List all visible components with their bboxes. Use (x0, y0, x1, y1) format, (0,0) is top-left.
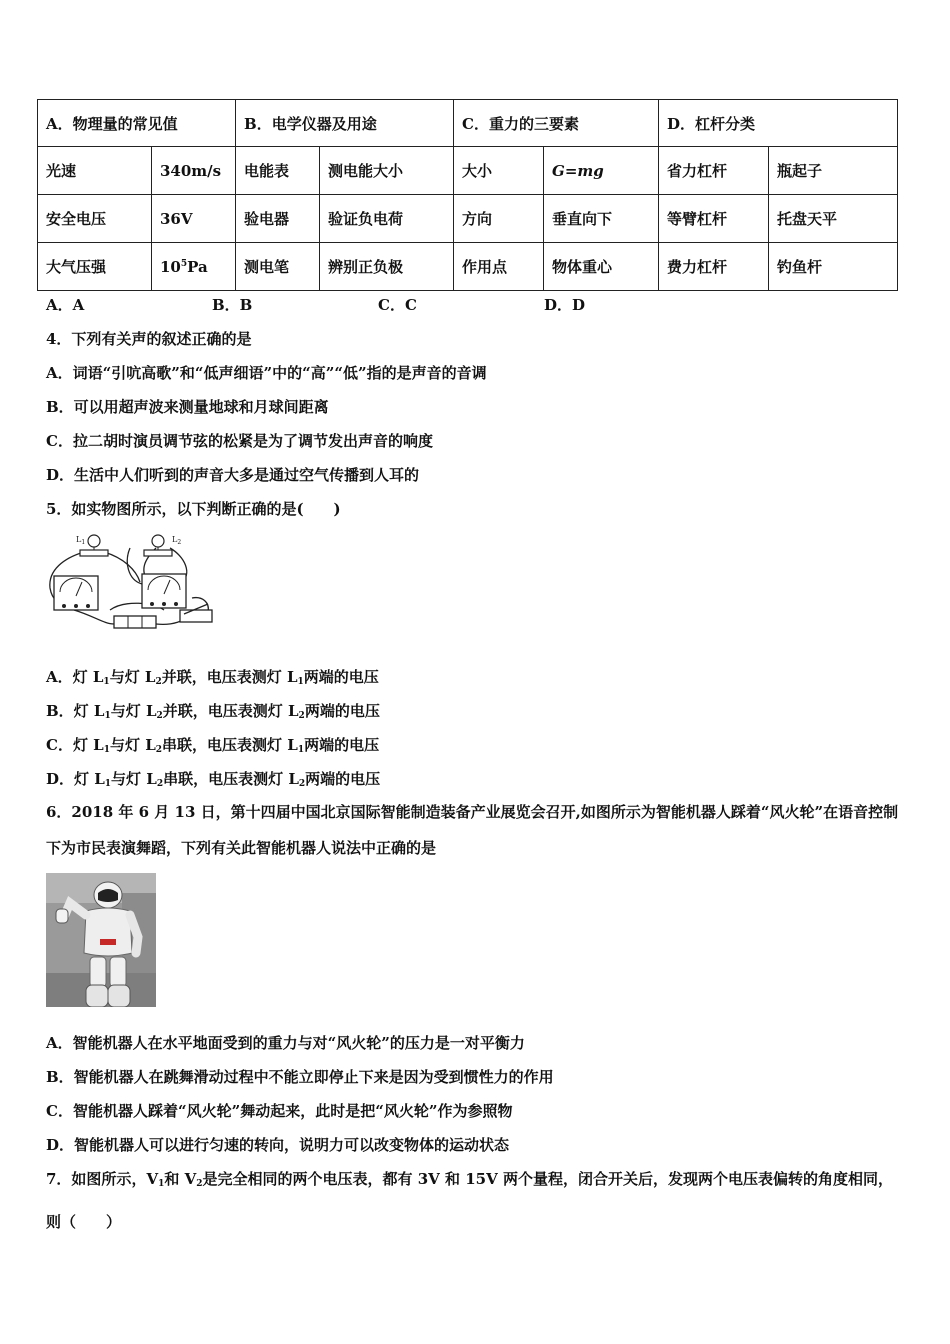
header-a: A．物理量的常见值 (38, 100, 236, 147)
q4-option-c[interactable]: C．拉二胡时演员调节弦的松紧是为了调节发出声音的响度 (46, 432, 433, 450)
table-cell: 钓鱼杆 (769, 243, 898, 291)
comparison-table (37, 99, 898, 291)
q5-option-a[interactable]: A．灯 $L_1$与灯 $L_2$并联，电压表测灯 $L_1$两端的电压 (46, 668, 379, 687)
table-cell: 36V (152, 195, 236, 243)
table-header-row (38, 100, 898, 147)
table-row (38, 243, 898, 291)
q4-stem: 4．下列有关声的叙述正确的是 (46, 330, 252, 348)
lamp-l2 (144, 535, 172, 556)
q6-option-a[interactable]: A．智能机器人在水平地面受到的重力与对“风火轮”的压力是一对平衡力 (46, 1034, 525, 1052)
q7-stem: 7．如图所示，$V_1$和 $V_2$是完全相同的两个电压表，都有 3V 和 15V 两个量程，闭合开关后，发现两个电压表偏转的角度相同，则（ ） (46, 1170, 893, 1231)
table-cell: 验电器 (236, 195, 320, 243)
table-cell: 方向 (454, 195, 544, 243)
header-d: D．杠杆分类 (659, 100, 898, 147)
q6-option-d[interactable]: D．智能机器人可以进行匀速的转向，说明力可以改变物体的运动状态 (46, 1136, 510, 1154)
q5-option-d[interactable]: D．灯 $L_1$与灯 $L_2$串联，电压表测灯 $L_2$两端的电压 (46, 770, 381, 789)
pressure-value-cell: $10^5Pa$ (152, 243, 236, 291)
table-cell: 物体重心 (544, 243, 659, 291)
table-row (38, 147, 898, 195)
q5-stem: 5．如实物图所示，以下判断正确的是( ) (46, 500, 341, 518)
table-cell: 垂直向下 (544, 195, 659, 243)
table-cell: 省力杠杆 (659, 147, 769, 195)
table-cell: 安全电压 (38, 195, 152, 243)
table-cell: 340m/s (152, 147, 236, 195)
table-cell: 作用点 (454, 243, 544, 291)
table-cell: 大小 (454, 147, 544, 195)
q5-option-b[interactable]: B．灯 $L_1$与灯 $L_2$并联，电压表测灯 $L_2$两端的电压 (46, 702, 380, 721)
table-cell: 测电能大小 (320, 147, 454, 195)
table-cell: G=mg (544, 147, 659, 195)
q4-option-d[interactable]: D．生活中人们听到的声音大多是通过空气传播到人耳的 (46, 466, 420, 484)
table-cell: 等臂杠杆 (659, 195, 769, 243)
q6-option-b[interactable]: B．智能机器人在跳舞滑动过程中不能立即停止下来是因为受到惯性力的作用 (46, 1068, 554, 1086)
q4-option-a[interactable]: A．词语“引吭高歌”和“低声细语”中的“高”“低”指的是声音的音调 (46, 364, 487, 382)
q3-options (46, 294, 585, 315)
table-cell: 瓶起子 (769, 147, 898, 195)
q3-option-a[interactable]: A．A (46, 296, 85, 314)
table-cell: 验证负电荷 (320, 195, 454, 243)
q3-option-c[interactable]: C．C (378, 296, 417, 314)
meter-left (54, 576, 98, 610)
label-l2: $L_2$ (172, 535, 182, 546)
q5-option-c[interactable]: C．灯 $L_1$与灯 $L_2$串联，电压表测灯 $L_1$两端的电压 (46, 736, 380, 755)
header-c: C．重力的三要素 (454, 100, 659, 147)
q3-option-b[interactable]: B．B (212, 296, 253, 314)
q6-stem: 6．2018 年 6 月 13 日，第十四届中国北京国际智能制造装备产业展览会召开,如图所示为智能机器人踩着“风火轮”在语音控制下为市民表演舞蹈，下列有关此智能机器人说法中正确的是 (46, 803, 899, 857)
table-cell: 光速 (38, 147, 152, 195)
q3-option-d[interactable]: D．D (544, 296, 586, 314)
robot-photo (46, 873, 156, 1007)
meter-right (142, 574, 186, 608)
table-cell: 电能表 (236, 147, 320, 195)
q6-option-c[interactable]: C．智能机器人踩着“风火轮”舞动起来，此时是把“风火轮”作为参照物 (46, 1102, 513, 1120)
table-row (38, 195, 898, 243)
q4-option-b[interactable]: B．可以用超声波来测量地球和月球间距离 (46, 398, 329, 416)
circuit-figure (44, 530, 220, 632)
table-cell: 费力杠杆 (659, 243, 769, 291)
table-cell: 大气压强 (38, 243, 152, 291)
table-cell: 托盘天平 (769, 195, 898, 243)
battery (114, 616, 156, 628)
table-cell: 测电笔 (236, 243, 320, 291)
header-b: B．电学仪器及用途 (236, 100, 454, 147)
table-cell: 辨别正负极 (320, 243, 454, 291)
label-l1: $L_1$ (76, 535, 86, 546)
